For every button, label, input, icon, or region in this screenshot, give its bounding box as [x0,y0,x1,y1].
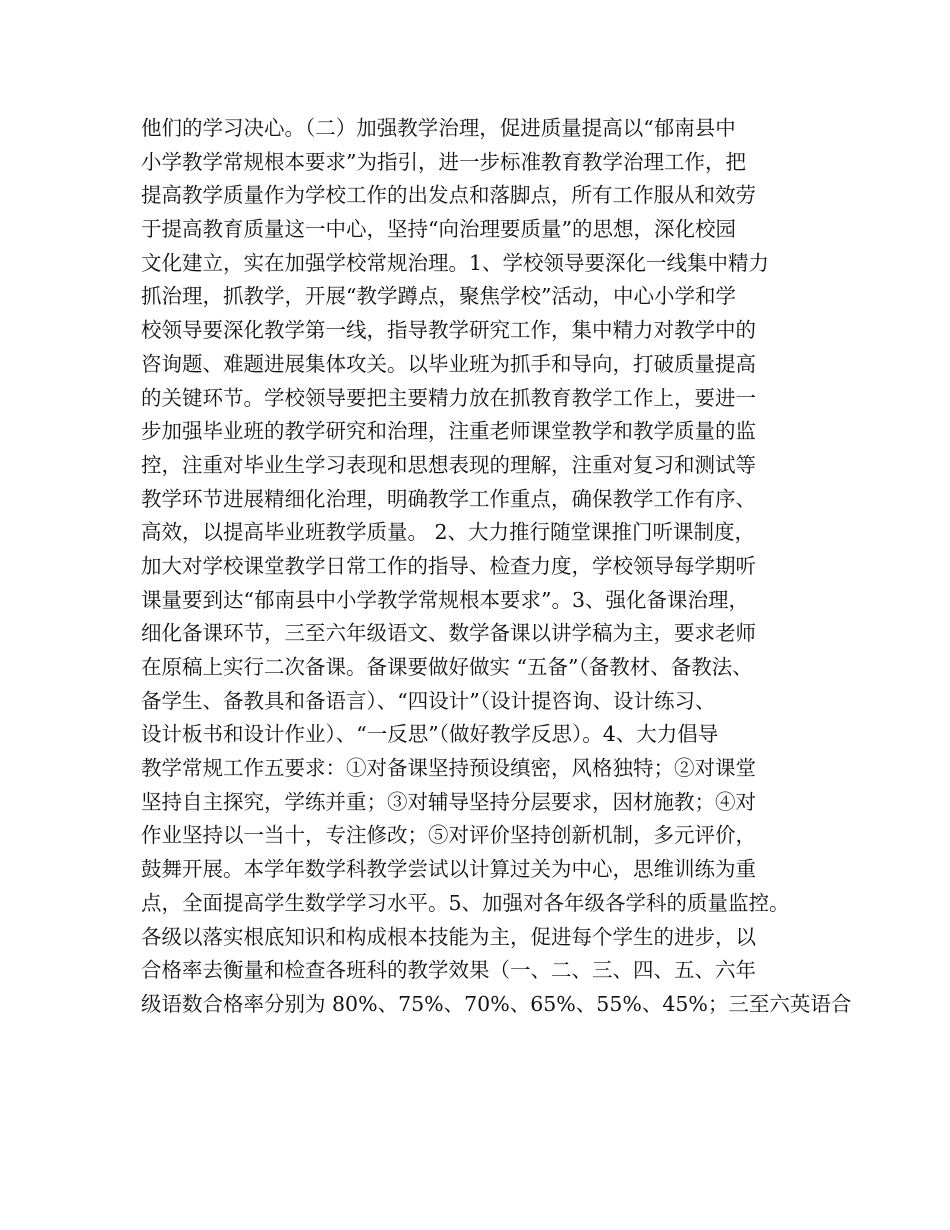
text-line-8: 咨询题、难题进展集体攻关。以毕业班为抓手和导向，打破质量提高 [141,351,756,376]
text-line-5: 文化建立，实在加强学校常规治理。1、学校领导要深化一线集中精力 [141,250,770,275]
text-line-18: 备学生、备教具和备语言）、“四设计”（设计提咨询、设计练习、 [141,688,716,713]
text-line-17: 在原稿上实行二次备课。备课要做好做实 “五备”（备教材、备教法、 [141,655,753,679]
text-line-16: 细化备课环节，三至六年级语文、数学备课以讲学稿为主，要求老师 [141,621,756,646]
text-line-14: 加大对学校课堂教学日常工作的指导、检查力度，学校领导每学期听 [141,553,756,578]
text-line-19: 设计板书和设计作业）、“一反思”（做好教学反思）。4、大力倡导 [141,722,719,747]
text-line-15: 课量要到达“郁南县中小学教学常规根本要求”。3、强化备课治理， [141,587,750,612]
text-line-1: 他们的学习决心。（二）加强教学治理，促进质量提高以“郁南县中 [141,116,736,140]
text-line-12: 教学环节进展精细化治理，明确教学工作重点，确保教学工作有序、 [141,486,756,511]
text-line-24: 点，全面提高学生数学学习水平。5、加强对各年级各学科的质量监控。 [141,890,790,915]
text-line-11: 控，注重对毕业生学习表现和思想表现的理解，注重对复习和测试等 [141,452,756,477]
text-line-21: 坚持自主探究，学练并重；③对辅导坚持分层要求，因材施教；④对 [141,789,756,814]
text-line-25: 各级以落实根底知识和构成根本技能为主，促进每个学生的进步，以 [141,924,756,949]
body-text [141,112,852,1022]
text-line-7: 校领导要深化教学第一线，指导教学研究工作，集中精力对教学中的 [141,318,756,343]
text-line-22: 作业坚持以一当十，专注修改；⑤对评价坚持创新机制，多元评价， [141,823,756,848]
text-line-6: 抓治理，抓教学，开展“教学蹲点，聚焦学校”活动，中心小学和学 [141,284,736,309]
text-line-20: 教学常规工作五要求：①对备课坚持预设缜密，风格独特；②对课堂 [141,756,756,781]
text-line-26: 合格率去衡量和检查各班科的教学效果（一、二、三、四、五、六年 [141,958,756,983]
text-line-10: 步加强毕业班的教学研究和治理，注重老师课堂教学和教学质量的监 [141,419,756,444]
text-line-9: 的关键环节。学校领导要把主要精力放在抓教育教学工作上，要进一 [141,385,756,410]
text-line-23: 鼓舞开展。本学年数学科教学尝试以计算过关为中心，思维训练为重 [141,857,756,882]
text-line-2: 小学教学常规根本要求”为指引，进一步标准教育教学治理工作，把 [141,149,746,174]
text-line-13: 高效，以提高毕业班教学质量。 2、大力推行随堂课推门听课制度， [141,520,756,545]
text-line-27: 级语数合格率分别为 80%、75%、70%、65%、55%、45%；三至六英语合 [141,991,852,1016]
text-line-3: 提高教学质量作为学校工作的出发点和落脚点，所有工作服从和效劳 [141,183,756,208]
text-line-4: 于提高教育质量这一中心，坚持“向治理要质量”的思想，深化校园 [141,217,736,242]
